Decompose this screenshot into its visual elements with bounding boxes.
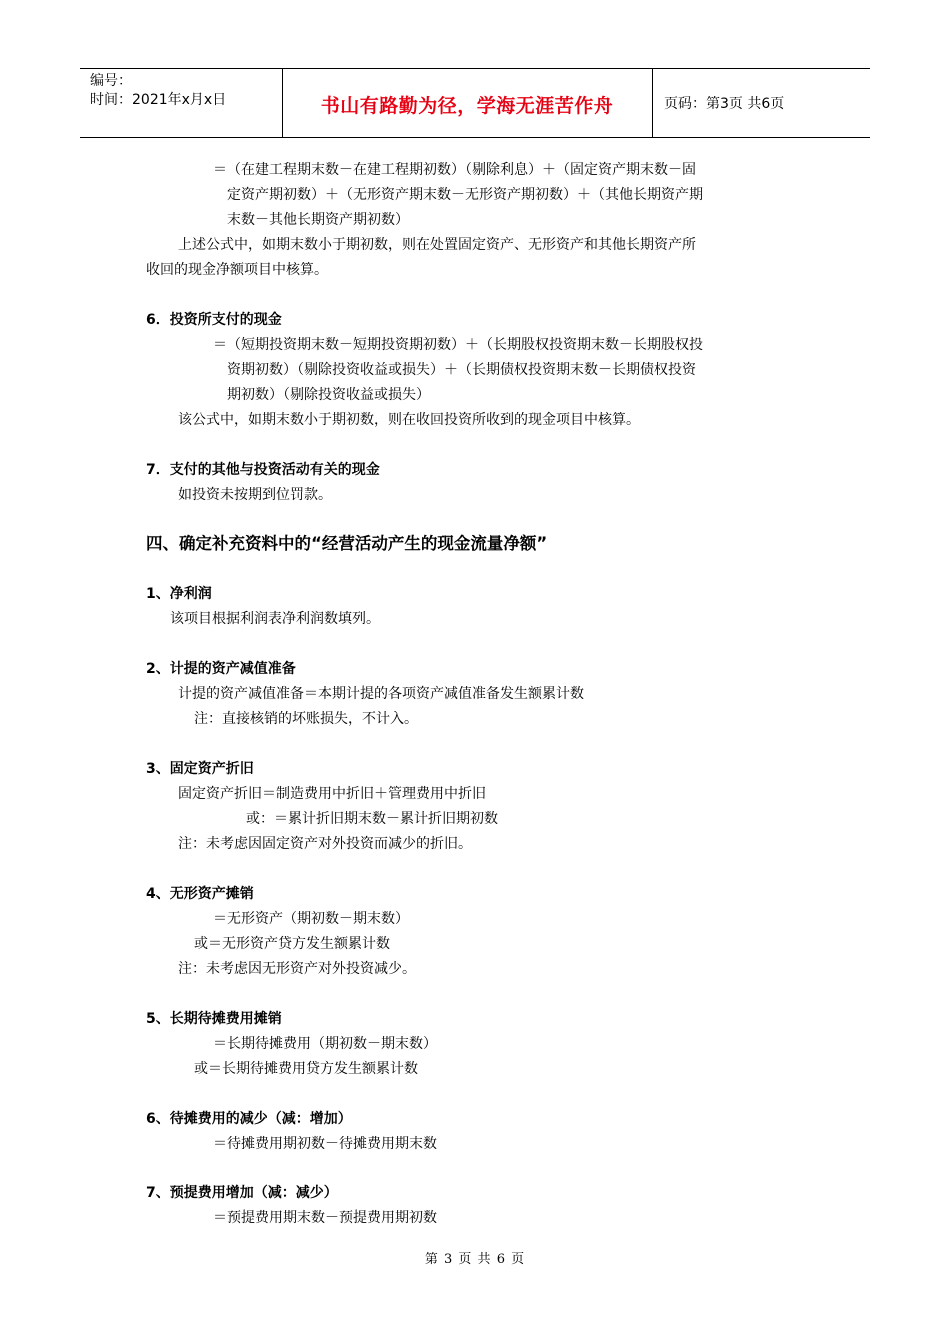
section-heading: 3、固定资产折旧 — [146, 761, 254, 777]
paragraph-line: 该项目根据利润表净利润数填列。 — [170, 611, 380, 627]
section-heading: 6．投资所支付的现金 — [146, 312, 282, 328]
note-line: 注：直接核销的坏账损失，不计入。 — [194, 711, 418, 727]
formula-line: ＝预提费用期末数－预提费用期初数 — [213, 1210, 437, 1226]
formula-line: 末数－其他长期资产期初数） — [227, 212, 409, 228]
header-page-info: 页码：第3页 共6页 — [664, 96, 785, 112]
formula-line: ＝无形资产（期初数－期末数） — [213, 911, 409, 927]
formula-line: ＝（在建工程期末数－在建工程期初数）（剔除利息）＋（固定资产期末数－固 — [213, 162, 696, 178]
formula-line: 资期初数）（剔除投资收益或损失）＋（长期债权投资期末数－长期债权投资 — [227, 362, 696, 378]
header-motto: 书山有路勤为径，学海无涯苦作舟 — [320, 95, 614, 117]
page-header — [80, 68, 870, 138]
paragraph-line: 如投资未按期到位罚款。 — [178, 487, 332, 503]
formula-line: 计提的资产减值准备＝本期计提的各项资产减值准备发生额累计数 — [178, 686, 584, 702]
page-footer: 第 3 页 共 6 页 — [424, 1252, 526, 1267]
header-page-cell — [652, 69, 870, 137]
section-heading: 1、净利润 — [146, 586, 212, 602]
formula-line: ＝长期待摊费用（期初数－期末数） — [213, 1036, 437, 1052]
formula-line: 期初数）（剔除投资收益或损失） — [227, 387, 430, 403]
paragraph-line: 收回的现金净额项目中核算。 — [146, 262, 328, 278]
header-motto-cell — [282, 69, 653, 137]
section-heading: 4、无形资产摊销 — [146, 886, 254, 902]
note-line: 注：未考虑因固定资产对外投资而减少的折旧。 — [178, 836, 472, 852]
formula-line: 或＝长期待摊费用贷方发生额累计数 — [194, 1061, 418, 1077]
section-heading: 5、长期待摊费用摊销 — [146, 1011, 282, 1027]
formula-line: ＝待摊费用期初数－待摊费用期末数 — [213, 1136, 437, 1152]
note-line: 注：未考虑因无形资产对外投资减少。 — [178, 961, 416, 977]
formula-line: ＝（短期投资期末数－短期投资期初数）＋（长期股权投资期末数－长期股权投 — [213, 337, 703, 353]
formula-line: 定资产期初数）＋（无形资产期末数－无形资产期初数）＋（其他长期资产期 — [227, 187, 703, 203]
paragraph-line: 上述公式中，如期末数小于期初数，则在处置固定资产、无形资产和其他长期资产所 — [178, 237, 696, 253]
formula-line: 或＝无形资产贷方发生额累计数 — [194, 936, 390, 952]
section-heading: 7、预提费用增加（减：减少） — [146, 1185, 338, 1201]
section-heading: 7．支付的其他与投资活动有关的现金 — [146, 462, 380, 478]
section-heading: 2、计提的资产减值准备 — [146, 661, 296, 677]
header-info-cell — [80, 69, 283, 137]
chapter-heading: 四、确定补充资料中的“经营活动产生的现金流量净额” — [146, 534, 548, 553]
formula-line: 或：＝累计折旧期末数－累计折旧期初数 — [246, 811, 498, 827]
paragraph-line: 该公式中，如期末数小于期初数，则在收回投资所收到的现金项目中核算。 — [178, 412, 640, 428]
section-heading: 6、待摊费用的减少（减：增加） — [146, 1111, 352, 1127]
formula-line: 固定资产折旧＝制造费用中折旧＋管理费用中折旧 — [178, 786, 486, 802]
document-date: 时间：2021年x月x日 — [90, 92, 227, 108]
document-number-label: 编号： — [90, 73, 132, 89]
